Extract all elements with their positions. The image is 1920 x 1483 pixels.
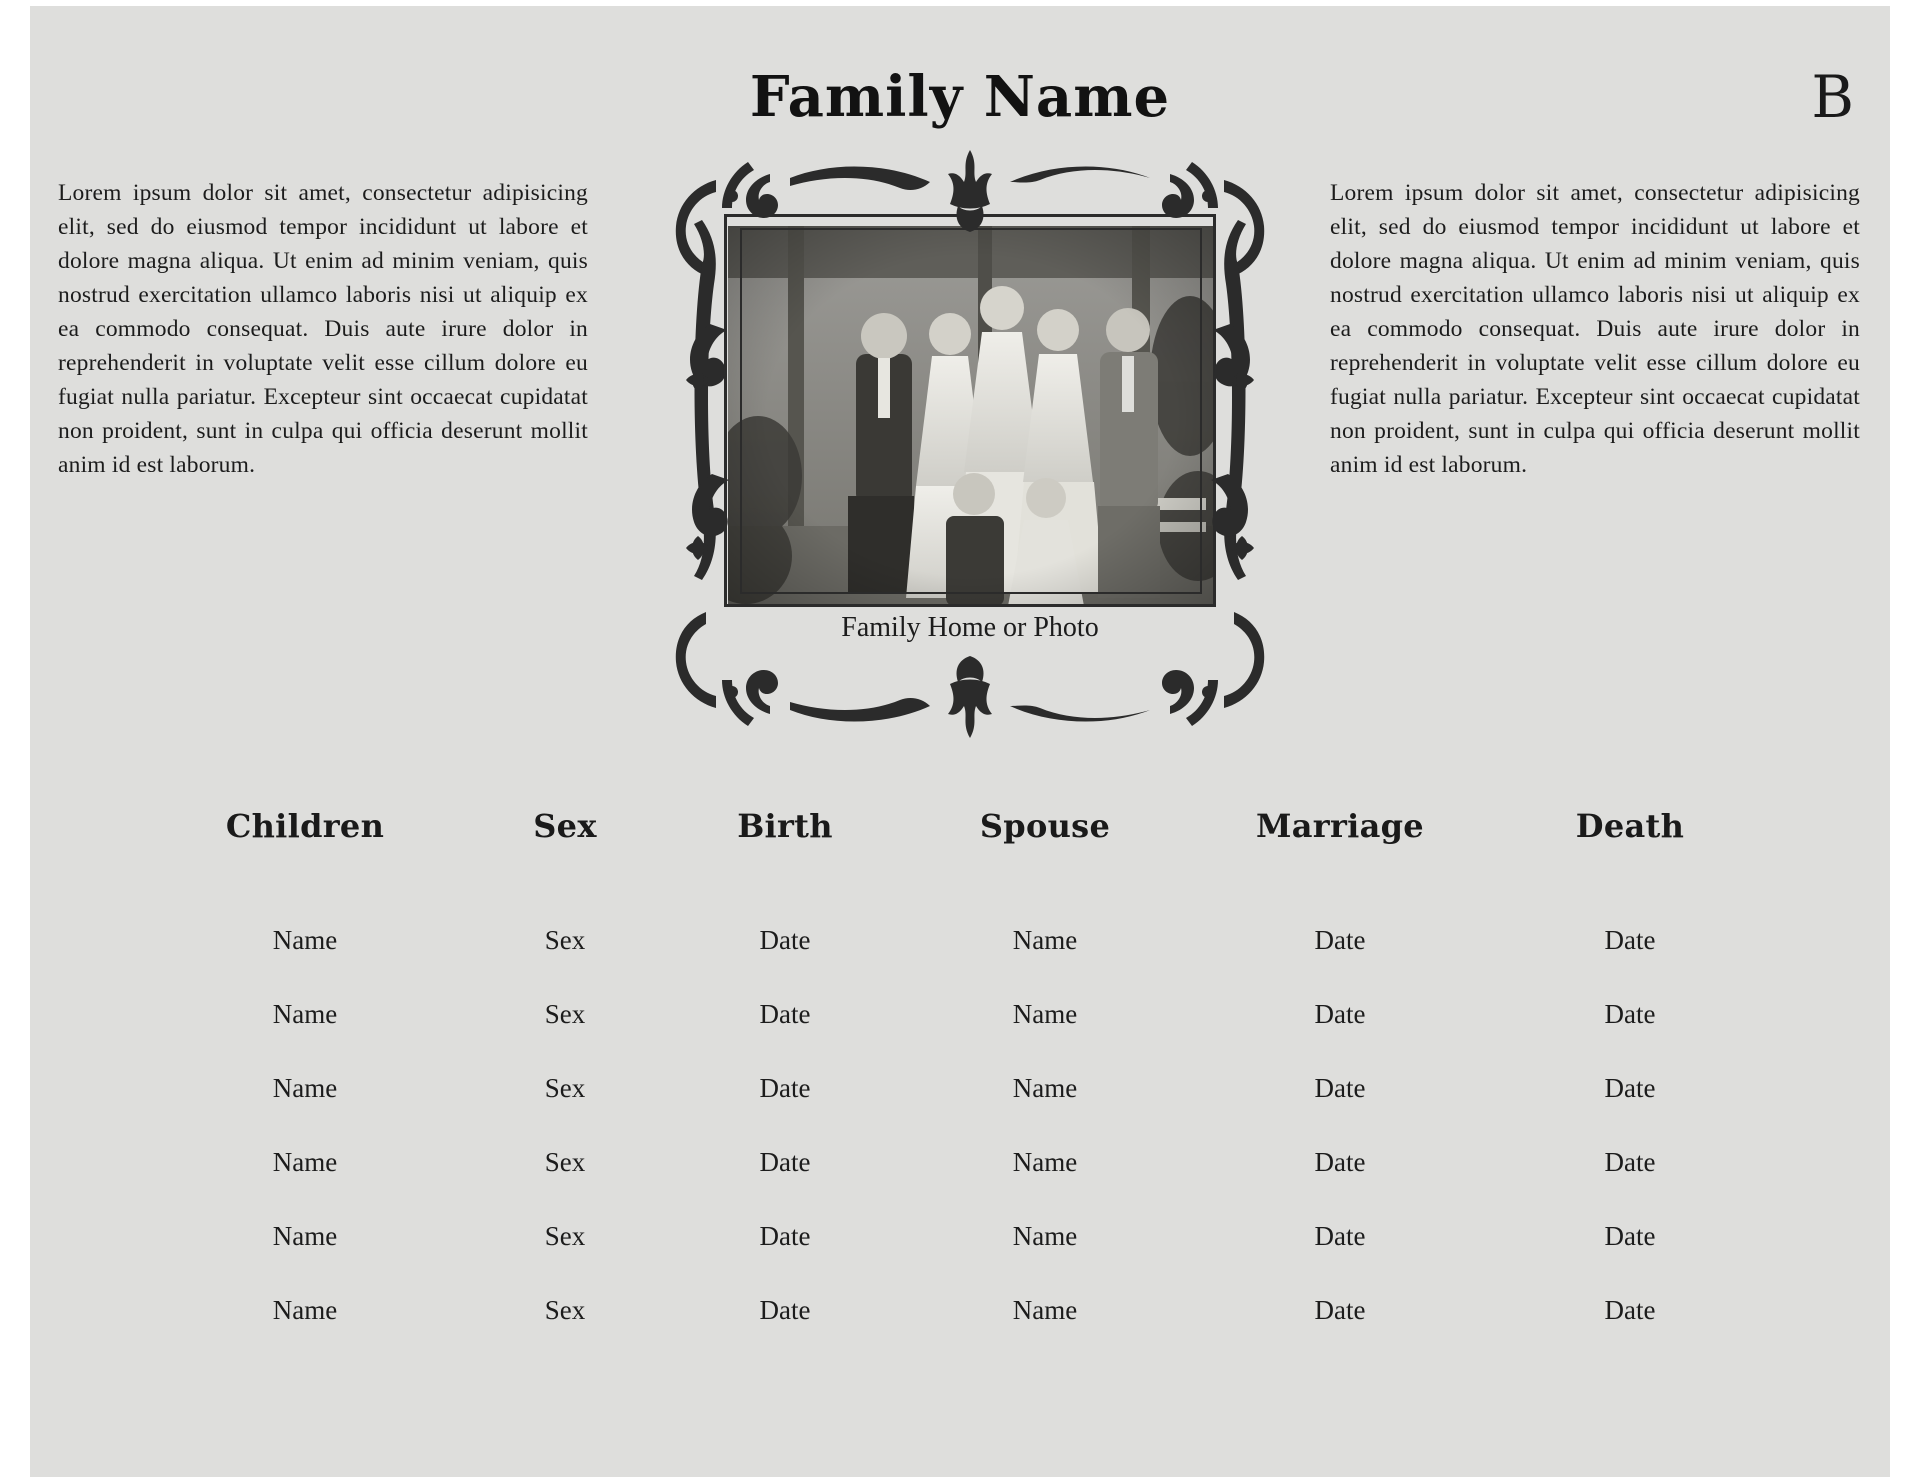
cell-birth: Date xyxy=(759,924,811,955)
cell-sex: Sex xyxy=(544,924,586,955)
cell-birth: Date xyxy=(759,998,811,1029)
cell-children: Name xyxy=(272,1072,338,1103)
section-letter-label: B xyxy=(1811,63,1854,131)
cell-death: Date xyxy=(1604,998,1656,1029)
cell-birth: Date xyxy=(759,1072,811,1103)
cell-sex: Sex xyxy=(544,1146,586,1177)
cell-sex: Sex xyxy=(544,1220,586,1251)
cell-birth: Date xyxy=(759,1294,811,1325)
column-header-sex: Sex xyxy=(533,807,597,845)
table-row xyxy=(150,903,1770,977)
cell-death: Date xyxy=(1604,1146,1656,1177)
photo-caption: Family Home or Photo xyxy=(841,612,1099,643)
cell-children: Name xyxy=(272,1220,338,1251)
cell-children: Name xyxy=(272,998,338,1029)
column-header-death: Death xyxy=(1575,807,1685,845)
table-row xyxy=(150,1125,1770,1199)
cell-spouse: Name xyxy=(1012,924,1078,955)
cell-marriage: Date xyxy=(1314,1220,1366,1251)
cell-children: Name xyxy=(272,1294,338,1325)
cell-spouse: Name xyxy=(1012,998,1078,1029)
cell-sex: Sex xyxy=(544,1294,586,1325)
cell-death: Date xyxy=(1604,1072,1656,1103)
cell-marriage: Date xyxy=(1314,998,1366,1029)
table-header-row xyxy=(150,806,1770,903)
column-header-children: Children xyxy=(225,807,385,845)
cell-sex: Sex xyxy=(544,998,586,1029)
cell-death: Date xyxy=(1604,1220,1656,1251)
cell-marriage: Date xyxy=(1314,1294,1366,1325)
cell-children: Name xyxy=(272,1146,338,1177)
right-text-column: Lorem ipsum dolor sit amet, consectetur adipisicing elit, sed do eiusmod tempor incididunt ut labore et dolore magna aliqua. Ut enim ad minim veniam, quis nostrud exercitation ullamco laboris nisi ut aliquip ex ea commodo consequat. Duis aute irure dolor in reprehenderit in voluptate velit esse cillum dolore eu fugiat nulla pariatur. Excepteur sint occaecat cupidatat non proident, sunt in culpa qui officia deserunt mollit anim id est laborum. xyxy=(1330,180,1860,478)
column-header-spouse: Spouse xyxy=(979,807,1111,845)
column-header-birth: Birth xyxy=(737,807,833,845)
cell-children: Name xyxy=(272,924,338,955)
table-row xyxy=(150,1199,1770,1273)
children-table xyxy=(150,806,1770,1347)
ornamental-frame-icon xyxy=(640,144,1300,754)
photo-frame xyxy=(640,144,1300,754)
cell-spouse: Name xyxy=(1012,1220,1078,1251)
cell-marriage: Date xyxy=(1314,924,1366,955)
cell-spouse: Name xyxy=(1012,1294,1078,1325)
cell-birth: Date xyxy=(759,1220,811,1251)
cell-birth: Date xyxy=(759,1146,811,1177)
left-text-column: Lorem ipsum dolor sit amet, consectetur adipisicing elit, sed do eiusmod tempor incididunt ut labore et dolore magna aliqua. Ut enim ad minim veniam, quis nostrud exercitation ullamco laboris nisi ut aliquip ex ea commodo consequat. Duis aute irure dolor in reprehenderit in voluptate velit esse cillum dolore eu fugiat nulla pariatur. Excepteur sint occaecat cupidatat non proident, sunt in culpa qui officia deserunt mollit anim id est laborum. xyxy=(58,180,588,478)
cell-death: Date xyxy=(1604,924,1656,955)
table-row xyxy=(150,1273,1770,1347)
cell-marriage: Date xyxy=(1314,1146,1366,1177)
cell-sex: Sex xyxy=(544,1072,586,1103)
table-row xyxy=(150,1051,1770,1125)
cell-marriage: Date xyxy=(1314,1072,1366,1103)
cell-death: Date xyxy=(1604,1294,1656,1325)
page-title: Family Name xyxy=(749,64,1171,130)
table-row xyxy=(150,977,1770,1051)
column-header-marriage: Marriage xyxy=(1256,807,1424,845)
cell-spouse: Name xyxy=(1012,1146,1078,1177)
cell-spouse: Name xyxy=(1012,1072,1078,1103)
